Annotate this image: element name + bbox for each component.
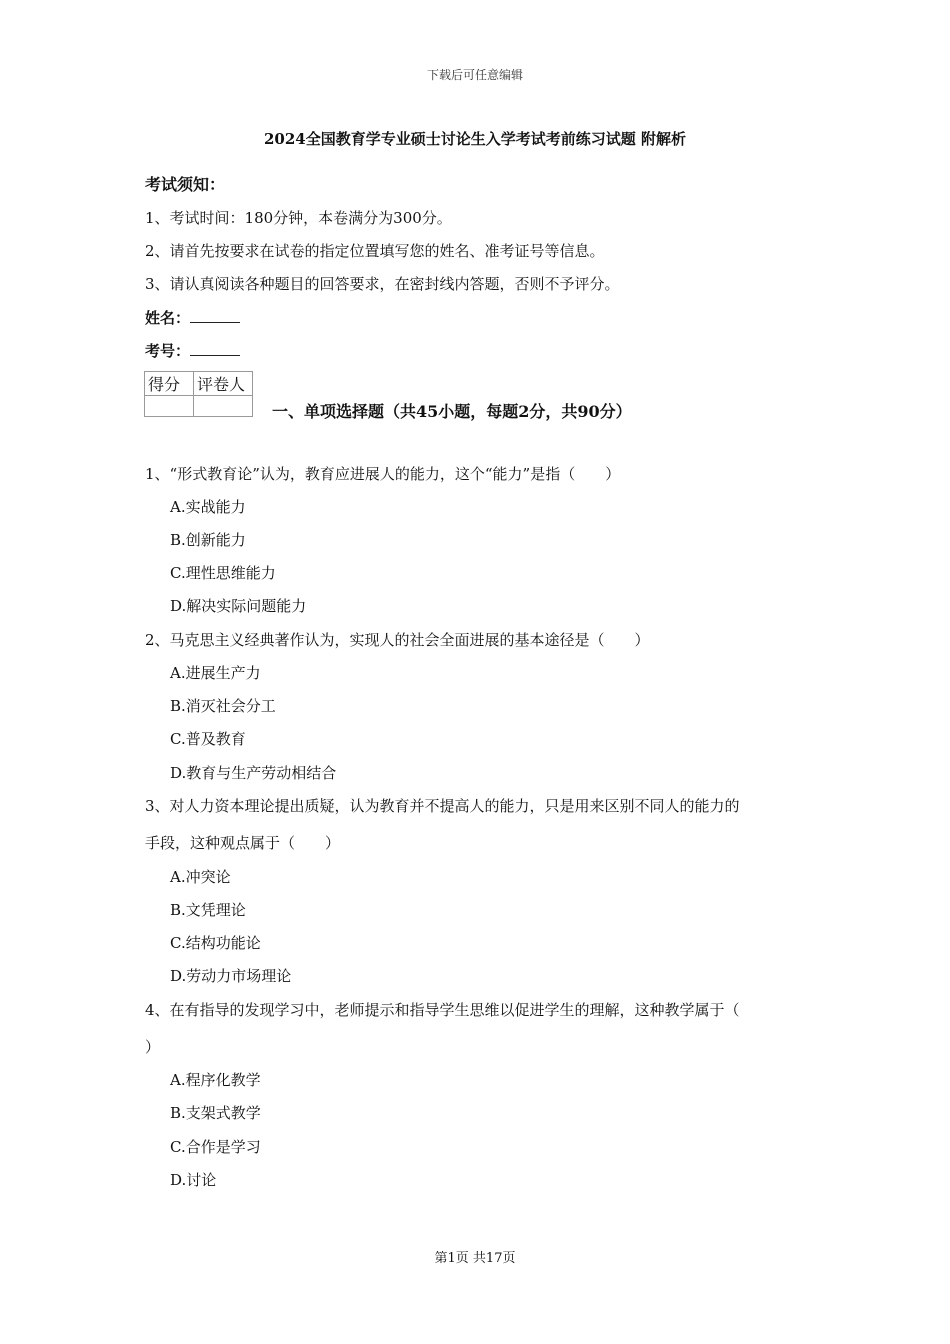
header-note: 下载后可任意编辑 [426, 68, 523, 82]
page-footer: 第1页 共17页 [434, 1251, 516, 1266]
question-stem: 2、马克思主义经典著作认为，实现人的社会全面进展的基本途径是（ ） [145, 631, 650, 649]
notice-item: 2、请首先按要求在试卷的指定位置填写您的姓名、准考证号等信息。 [145, 242, 605, 260]
score-header: 得分 [145, 372, 194, 396]
question-option: A.进展生产力 [170, 664, 261, 682]
grader-header: 评卷人 [194, 372, 253, 396]
question-option: C.结构功能论 [170, 934, 261, 952]
question-option: B.创新能力 [170, 531, 246, 549]
question-option: B.消灭社会分工 [170, 697, 276, 715]
question-option: B.文凭理论 [170, 901, 246, 919]
question-stem-continued: ） [145, 1038, 161, 1056]
name-blank [190, 308, 240, 323]
section-title: 一、单项选择题（共45小题，每题2分，共90分） [272, 402, 632, 421]
question-stem: 4、在有指导的发现学习中，老师提示和指导学生思维以促进学生的理解，这种教学属于（ [145, 1001, 740, 1019]
question-stem-continued: 手段，这种观点属于（ ） [145, 834, 341, 852]
question-option: B.支架式教学 [170, 1104, 261, 1122]
question-stem: 3、对人力资本理论提出质疑，认为教育并不提高人的能力，只是用来区别不同人的能力的 [145, 797, 740, 815]
name-label: 姓名： [145, 309, 191, 327]
question-option: D.教育与生产劳动相结合 [170, 764, 337, 782]
question-option: C.合作是学习 [170, 1138, 261, 1156]
id-blank [190, 341, 240, 356]
notice-item: 1、考试时间：180分钟，本卷满分为300分。 [145, 209, 452, 227]
id-label: 考号： [145, 342, 191, 360]
notice-item: 3、请认真阅读各种题目的回答要求，在密封线内答题，否则不予评分。 [145, 275, 620, 293]
question-option: A.冲突论 [170, 868, 231, 886]
document-title: 2024全国教育学专业硕士讨论生入学考试考前练习试题 附解析 [264, 130, 686, 148]
name-field [145, 307, 240, 328]
question-option: A.实战能力 [170, 498, 246, 516]
question-option: D.解决实际问题能力 [170, 597, 307, 615]
question-option: D.讨论 [170, 1171, 217, 1189]
question-option: C.普及教育 [170, 730, 246, 748]
grader-cell [194, 396, 253, 417]
id-field [145, 340, 240, 361]
question-option: D.劳动力市场理论 [170, 967, 292, 985]
score-cell [145, 396, 194, 417]
score-table [144, 371, 253, 417]
question-option: C.理性思维能力 [170, 564, 276, 582]
notice-heading: 考试须知： [145, 175, 226, 194]
question-stem: 1、“形式教育论”认为，教育应进展人的能力，这个“能力”是指（ ） [145, 465, 621, 483]
question-option: A.程序化教学 [170, 1071, 261, 1089]
